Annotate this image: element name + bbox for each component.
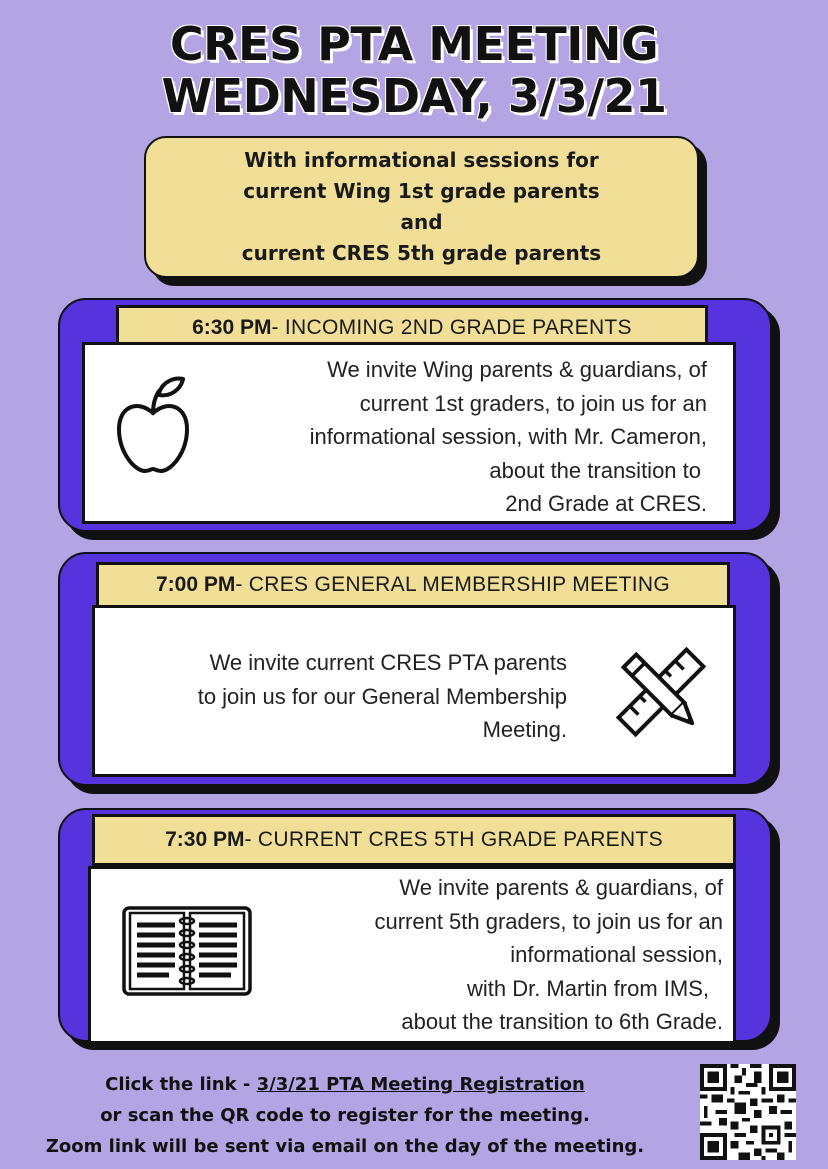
- footer-line-1: [0, 1069, 690, 1100]
- intro-line: current CRES 5th grade parents: [241, 241, 602, 265]
- session-3-text: [374, 871, 723, 1039]
- session-3-line: with Dr. Martin from IMS,: [466, 975, 709, 1001]
- session-2-line: Meeting.: [482, 717, 567, 742]
- footer-line-2: or scan the QR code to register for the meeting.: [100, 1105, 590, 1126]
- apple-icon: [115, 371, 191, 475]
- session-1-text: [310, 353, 707, 521]
- intro-line: With informational sessions for: [244, 148, 599, 172]
- footer: [0, 1069, 690, 1162]
- session-3-line: We invite parents & guardians, of: [399, 875, 723, 900]
- session-1-heading: - INCOMING 2ND GRADE PARENTS: [271, 316, 632, 339]
- session-1-line: informational session, with Mr. Cameron,: [309, 424, 707, 449]
- open-book-icon: [121, 905, 253, 997]
- session-3-time: 7:30 PM: [165, 828, 245, 851]
- session-2-label: [96, 562, 730, 608]
- page-title: [0, 18, 828, 122]
- session-2-text: [198, 646, 567, 747]
- session-3-line: about the transition to 6th Grade.: [401, 1009, 723, 1034]
- footer-prefix: Click the link -: [105, 1074, 257, 1095]
- session-1-panel: [82, 342, 736, 524]
- session-3-line: informational session,: [510, 942, 723, 967]
- pencil-ruler-icon: [615, 646, 707, 738]
- title-line-2: WEDNESDAY, 3/3/21: [161, 69, 667, 123]
- session-1-line: We invite Wing parents & guardians, of: [327, 357, 707, 382]
- session-2-heading: - CRES GENERAL MEMBERSHIP MEETING: [235, 573, 670, 596]
- qr-code-icon[interactable]: [700, 1064, 796, 1160]
- intro-line: current Wing 1st grade parents: [243, 179, 600, 203]
- session-3-line: current 5th graders, to join us for an: [374, 908, 723, 934]
- session-2-line: to join us for our General Membership: [197, 683, 567, 709]
- session-2-time: 7:00 PM: [155, 573, 236, 596]
- session-3-panel: [88, 866, 736, 1044]
- session-1-line: 2nd Grade at CRES.: [505, 491, 707, 516]
- registration-link[interactable]: 3/3/21 PTA Meeting Registration: [256, 1074, 585, 1095]
- session-1-line: about the transition to: [489, 457, 701, 483]
- title-line-1: CRES PTA MEETING: [169, 17, 659, 71]
- footer-line-3: Zoom link will be sent via email on the day of the meeting.: [45, 1136, 645, 1157]
- intro-box: [144, 136, 699, 278]
- session-3-label: [92, 814, 736, 866]
- session-1-line: current 1st graders, to join us for an: [359, 390, 707, 416]
- session-1-time: 6:30 PM: [192, 316, 272, 339]
- session-2-line: We invite current CRES PTA parents: [209, 650, 567, 675]
- intro-line: and: [400, 210, 443, 234]
- session-2-panel: [92, 605, 736, 777]
- session-3-heading: - CURRENT CRES 5TH GRADE PARENTS: [244, 828, 663, 851]
